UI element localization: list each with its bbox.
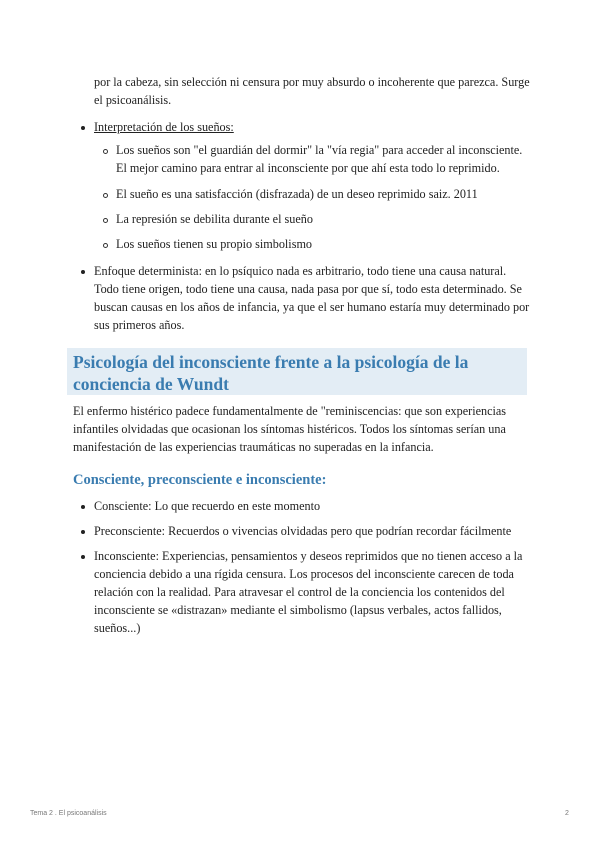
bullet-icon <box>81 555 85 559</box>
determinist-line-2: Todo tiene origen, todo tiene una causa, nada pasa por que sí, todo esta determinado. Se <box>94 282 522 296</box>
continuation-line-1: por la cabeza, sin selección ni censura por muy absurdo o incoherente que parezca. Surge <box>94 75 530 89</box>
determinist-line-3: buscan causas en los años de infancia, ya que el ser humano estaría muy determinado por <box>94 300 530 314</box>
dreams-item-1-line-1: Los sueños son "el guardián del dormir" la "vía regia" para acceder al inconsciente. <box>116 143 523 157</box>
circle-bullet-icon <box>103 193 108 198</box>
section-heading-line-1: Psicología del inconsciente frente a la psicología de la <box>73 352 469 372</box>
bullet-icon <box>81 270 85 274</box>
circle-bullet-icon <box>103 243 108 248</box>
determinist-line-4: sus primeros años. <box>94 318 185 332</box>
section-body-line-3: manifestación de las experiencias traumáticas no superadas en la infancia. <box>73 440 434 454</box>
section-body-line-2: infantiles olvidadas que ocasionan los síntomas histéricos. Todos los síntomas serían una <box>73 422 506 436</box>
unconscious-item-line-3: relación con la realidad. Para atravesar el control de la conciencia los contenidos del <box>94 585 505 599</box>
bullet-icon <box>81 530 85 534</box>
dreams-item-1-line-2: El mejor camino para entrar al inconsciente por que ahí esta todo lo reprimido. <box>116 161 500 175</box>
unconscious-item-line-5: sueños...) <box>94 621 141 635</box>
conscious-item: Consciente: Lo que recuerdo en este momento <box>94 499 321 513</box>
unconscious-item-line-2: conciencia debido a una rígida censura. Los procesos del inconsciente carecen de toda <box>94 567 514 581</box>
preconscious-item: Preconsciente: Recuerdos o vivencias olvidadas pero que podrían recordar fácilmente <box>94 524 512 538</box>
bullet-icon <box>81 505 85 509</box>
circle-bullet-icon <box>103 149 108 154</box>
determinist-line-1: Enfoque determinista: en lo psíquico nada es arbitrario, todo tiene una causa natural. <box>94 264 507 278</box>
subsection-heading: Consciente, preconsciente e inconsciente: <box>73 472 327 488</box>
unconscious-item-line-1: Inconsciente: Experiencias, pensamientos y deseos reprimidos que no tienen acceso a la <box>94 549 523 563</box>
unconscious-item-line-4: inconsciente se «distrazan» mediante el simbolismo (lapsus verbales, actos fallidos, <box>94 603 502 617</box>
section-heading <box>73 352 523 394</box>
dreams-item-3: La represión se debilita durante el sueño <box>116 212 313 226</box>
section-heading-line-2: conciencia de Wundt <box>73 374 229 394</box>
continuation-line-2: el psicoanálisis. <box>94 93 172 107</box>
section-body-line-1: El enfermo histérico padece fundamentalmente de "reminiscencias: que son experiencias <box>73 404 507 418</box>
footer-title: Tema 2 . El psicoanálisis <box>30 810 107 817</box>
dreams-label: Interpretación de los sueños: <box>94 120 234 134</box>
circle-bullet-icon <box>103 218 108 223</box>
dreams-item-4: Los sueños tienen su propio simbolismo <box>116 237 313 251</box>
bullet-icon <box>81 126 85 130</box>
page-number: 2 <box>565 810 569 817</box>
dreams-item-2: El sueño es una satisfacción (disfrazada) de un deseo reprimido saiz. 2011 <box>116 187 478 201</box>
